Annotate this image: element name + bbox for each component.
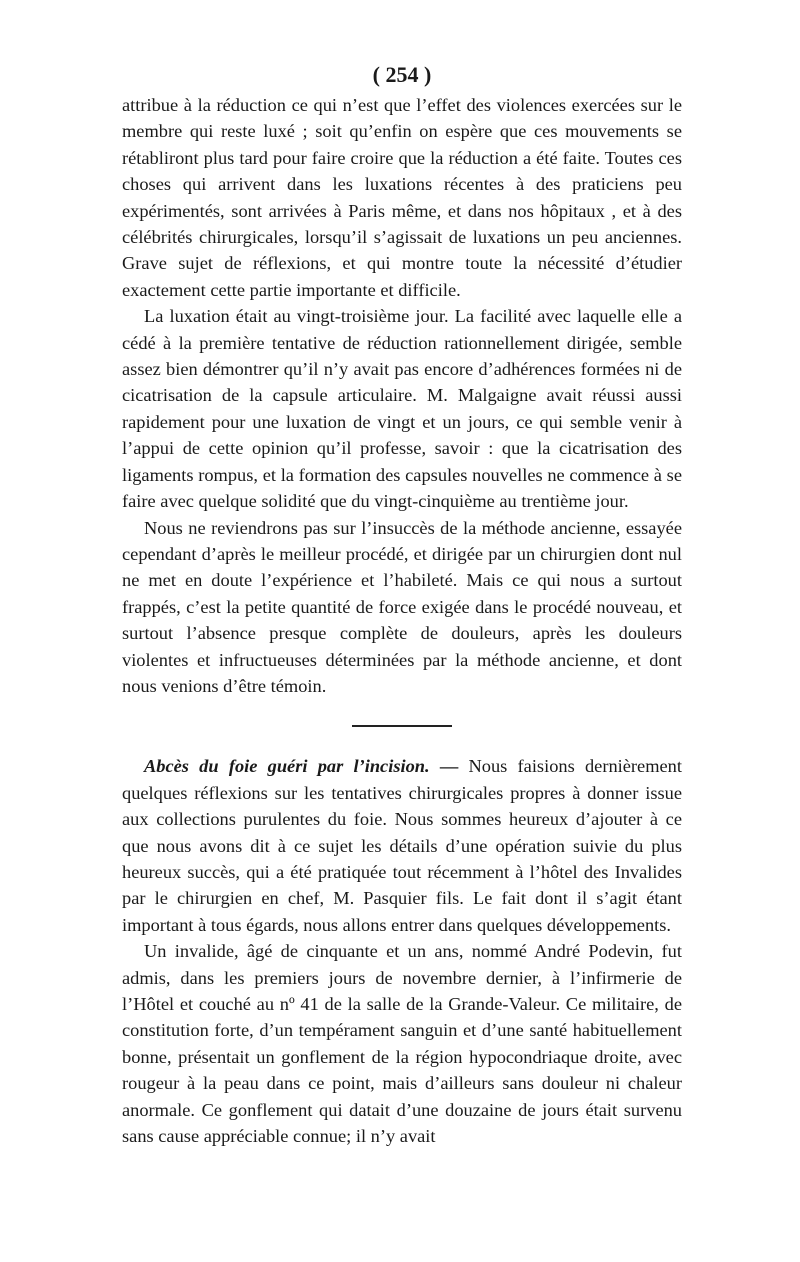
book-page bbox=[122, 60, 682, 1149]
page-number: ( 254 ) bbox=[372, 62, 432, 87]
paragraph-luxation: La luxation était au vingt-troisième jour. La facilité avec laquelle elle a cédé à la première tentative de réduction rationnellement dirigée, semble assez bien démontrer qu’il n’y avait pas encore d’adhérences formées ni de cicatrisation de la capsule articulaire. M. Malgaigne avait réussi aussi rapidement pour une luxation de vingt et un jours, ce qui semble venir à l’appui de cette opinion qu’il professe, savoir : que la cicatrisation des ligaments rompus, et la formation des capsules nouvelles ne commence à se faire avec quelque solidité que du vingt-cinquième au trentième jour. bbox=[122, 306, 682, 512]
section-divider bbox=[352, 725, 452, 727]
section-intro-paragraph bbox=[122, 753, 682, 938]
section-title: Abcès du foie guéri par l’incision. bbox=[144, 756, 430, 777]
paragraph-continuation: attribue à la réduction ce qui n’est que l’effet des violences exercées sur le membre qui reste luxé ; soit qu’enfin on espère que ces mouvements se rétabliront plus tard pour faire croire que la réduction a été faite. Toutes ces choses qui arrivent dans les luxations récentes à des praticiens peu expérimentés, sont arrivées à Paris même, et dans nos hôpitaux , et à des célébrités chirurgicales, lorsqu’il s’agissait de luxations un peu anciennes. Grave sujet de réflexions, et qui montre toute la nécessité d’étudier exactement cette partie importante et difficile. bbox=[122, 95, 682, 300]
paragraph-method: Nous ne reviendrons pas sur l’insuccès de la méthode ancienne, essayée cependant d’après le meilleur procédé, et dirigée par un chirurgien dont nul ne met en doute l’expérience et l’habileté. Mais ce qui nous a surtout frappés, c’est la petite quantité de force exigée dans le procédé nouveau, et surtout l’absence presque complète de douleurs, après les douleurs violentes et infructueuses déterminées par la méthode ancienne, et dont nous venions d’être témoin. bbox=[122, 517, 682, 696]
section-intro-text: Nous faisions dernièrement quelques réflexions sur les tentatives chirurgicales propres à donner issue aux collections purulentes du foie. Nous sommes heureux d’ajouter à ce que nous avons dit à ce sujet les détails d’une opération suivie du plus heureux succès, qui a été pratiquée tout récemment à l’hôtel des Invalides par le chirurgien en chef, M. Pasquier fils. Le fait dont il s’agit étant important à tous égards, nous allons entrer dans quelques développements. bbox=[122, 756, 682, 935]
title-dash: — bbox=[439, 756, 459, 777]
paragraph-patient: Un invalide, âgé de cinquante et un ans, nommé André Podevin, fut admis, dans les premiers jours de novembre dernier, à l’infirmerie de l’Hôtel et couché au nº 41 de la salle de la Grande-Valeur. Ce militaire, de constitution forte, d’un tempérament sanguin et d’une santé habituellement bonne, présentait un gonflement de la région hypocondriaque droite, avec rougeur à la peau dans ce point, mais d’ailleurs sans douleur ni chaleur anormale. Ce gonflement qui datait d’une douzaine de jours était survenu sans cause appréciable connue; il n’y avait bbox=[122, 941, 682, 1147]
